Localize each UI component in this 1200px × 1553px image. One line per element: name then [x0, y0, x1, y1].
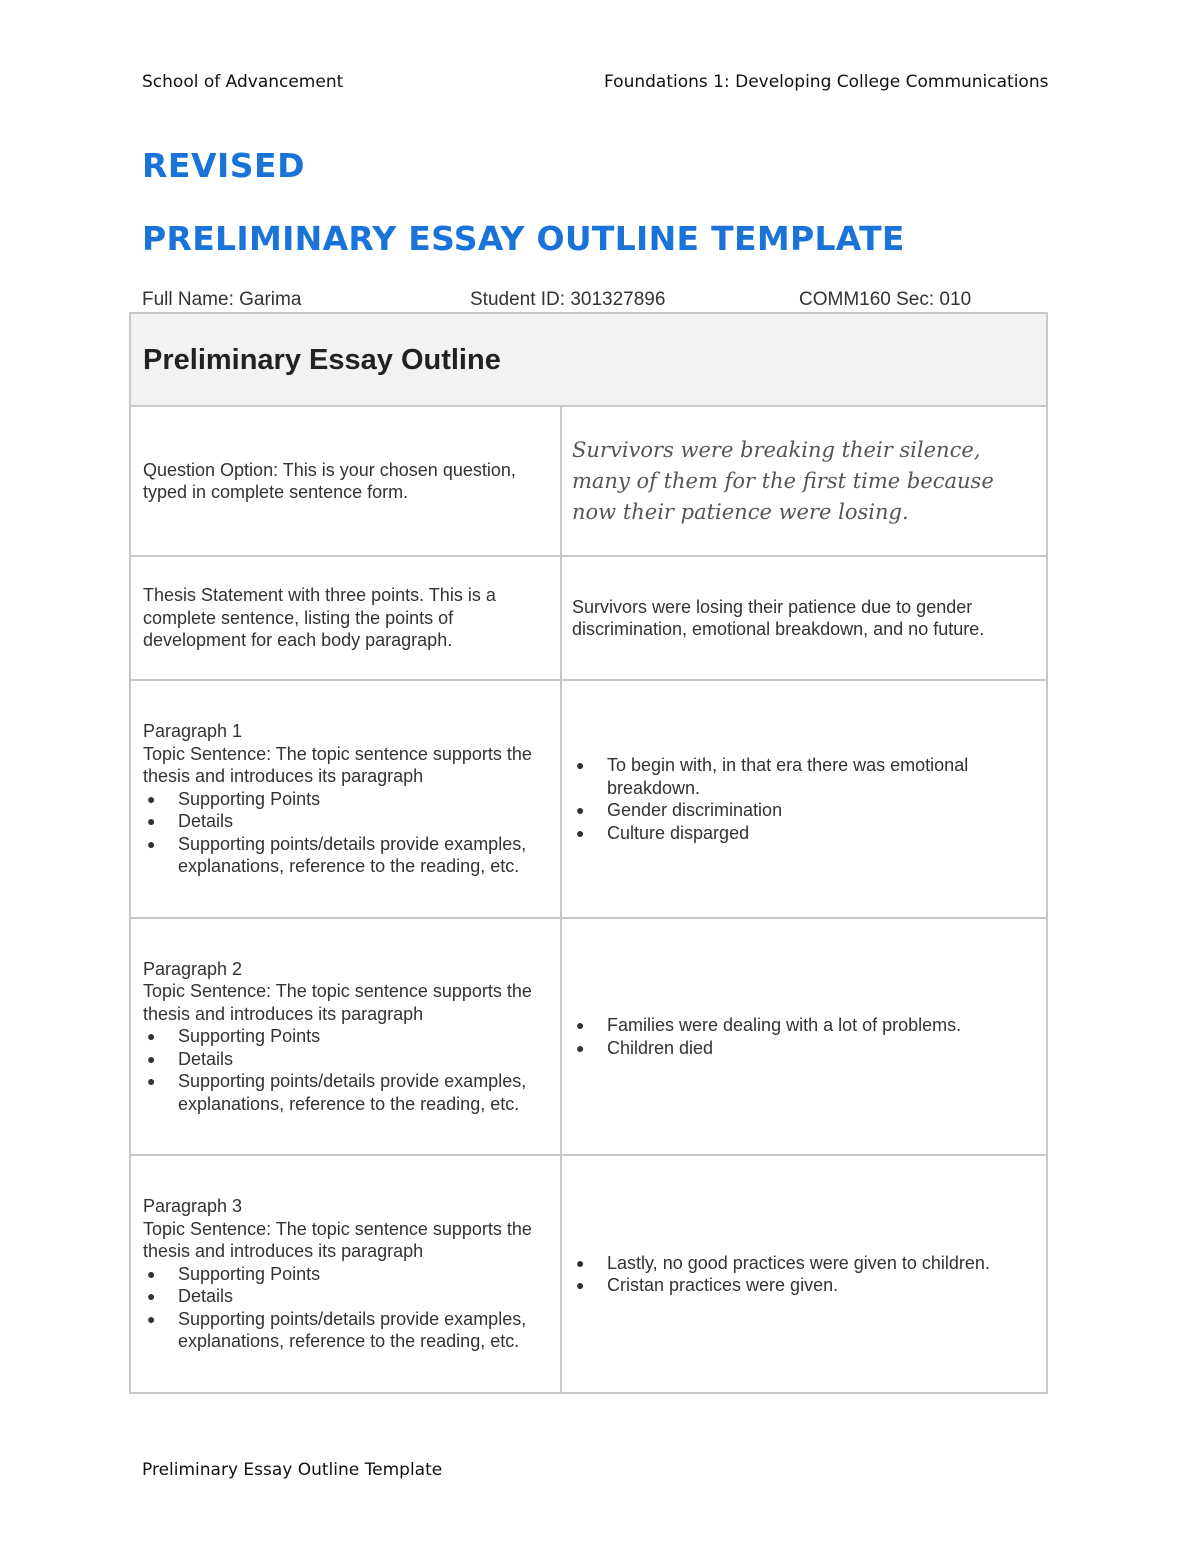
points-list — [572, 754, 1036, 844]
bullet-icon: ● — [147, 835, 156, 852]
bullet-icon: ● — [576, 1039, 585, 1056]
course-section: COMM160 Sec: 010 — [799, 289, 972, 310]
bullet-icon: ● — [147, 1265, 156, 1282]
list-item: ● To begin with, in that era there was emotional breakdown. — [576, 755, 969, 798]
list-item: ● Supporting Points — [147, 1026, 321, 1047]
bullet-icon: ● — [147, 1028, 156, 1045]
paragraph-title: Paragraph 3 — [143, 1196, 243, 1217]
thesis-answer: Survivors were losing their patience due to gender discrimination, emotional breakdown, and no future. — [572, 596, 985, 639]
question-row — [131, 407, 1046, 557]
table-heading-row — [131, 314, 1046, 407]
question-prompt-cell — [131, 407, 562, 555]
thesis-prompt: Thesis Statement with three points. This is a complete sentence, listing the points of development for each body paragraph. — [143, 585, 496, 651]
page-header-school: School of Advancement — [142, 72, 344, 92]
page-title: PRELIMINARY ESSAY OUTLINE TEMPLATE — [142, 219, 905, 258]
bullet-icon: ● — [147, 1310, 156, 1327]
paragraph-points-cell — [562, 919, 1046, 1154]
list-item: ● Gender discrimination — [576, 800, 783, 820]
list-item: ● Children died — [576, 1037, 714, 1058]
paragraph-row — [131, 681, 1046, 919]
bullet-icon: ● — [576, 757, 585, 773]
guide-list — [143, 1263, 550, 1353]
guide-list — [143, 788, 550, 878]
paragraph-row — [131, 919, 1046, 1156]
bullet-icon: ● — [147, 813, 156, 830]
list-item: ● Supporting points/details provide examples, explanations, reference to the reading, etc. — [147, 1308, 527, 1352]
table-heading: Preliminary Essay Outline — [143, 344, 501, 376]
bullet-icon: ● — [147, 1288, 156, 1305]
paragraph-topic: Topic Sentence: The topic sentence supports the thesis and introduces its paragraph — [143, 1218, 532, 1262]
bullet-icon: ● — [576, 802, 585, 818]
points-list — [572, 1014, 1036, 1059]
bullet-icon: ● — [147, 1073, 156, 1090]
student-id: Student ID: 301327896 — [470, 289, 666, 310]
revised-label: REVISED — [142, 146, 305, 185]
list-item: ● Culture disparged — [576, 822, 750, 843]
points-list — [572, 1252, 1036, 1297]
thesis-answer-cell — [562, 557, 1046, 679]
paragraph-topic: Topic Sentence: The topic sentence supports the thesis and introduces its paragraph — [143, 743, 532, 787]
list-item: ● Cristan practices were given. — [576, 1275, 839, 1295]
paragraph-topic: Topic Sentence: The topic sentence supports the thesis and introduces its paragraph — [143, 981, 532, 1024]
paragraph-title: Paragraph 1 — [143, 721, 243, 742]
thesis-prompt-cell — [131, 557, 562, 679]
bullet-icon: ● — [576, 1254, 585, 1271]
paragraph-points-cell — [562, 681, 1046, 917]
list-item: ● Supporting points/details provide examples, explanations, reference to the reading, etc. — [147, 1071, 527, 1114]
list-item: ● Supporting Points — [147, 788, 321, 809]
full-name: Full Name: Garima — [142, 289, 302, 310]
list-item: ● Details — [147, 1048, 234, 1069]
guide-list — [143, 1025, 550, 1115]
paragraph-guide-cell — [131, 681, 562, 917]
bullet-icon: ● — [147, 790, 156, 807]
outline-table — [129, 312, 1048, 1394]
list-item: ● Lastly, no good practices were given to children. — [576, 1252, 990, 1273]
paragraph-guide-cell — [131, 1156, 562, 1392]
bullet-icon: ● — [147, 1050, 156, 1067]
thesis-row — [131, 557, 1046, 681]
list-item: ● Details — [147, 811, 234, 832]
bullet-icon: ● — [576, 1277, 585, 1293]
paragraph-title: Paragraph 2 — [143, 958, 243, 979]
question-answer: Survivors were breaking their silence, many of them for the first time because now their patience were losing. — [572, 437, 994, 524]
bullet-icon: ● — [576, 824, 585, 841]
paragraph-guide-cell — [131, 919, 562, 1154]
page-header-course: Foundations 1: Developing College Communications — [604, 72, 1049, 92]
paragraph-points-cell — [562, 1156, 1046, 1392]
list-item: ● Families were dealing with a lot of problems. — [576, 1015, 962, 1035]
question-prompt: Question Option: This is your chosen question, typed in complete sentence form. — [143, 459, 516, 502]
question-answer-cell — [562, 407, 1046, 555]
paragraph-row — [131, 1156, 1046, 1392]
list-item: ● Details — [147, 1286, 234, 1307]
list-item: ● Supporting Points — [147, 1263, 321, 1284]
bullet-icon: ● — [576, 1017, 585, 1033]
page-footer: Preliminary Essay Outline Template — [142, 1460, 443, 1480]
list-item: ● Supporting points/details provide examples, explanations, reference to the reading, etc. — [147, 833, 527, 877]
